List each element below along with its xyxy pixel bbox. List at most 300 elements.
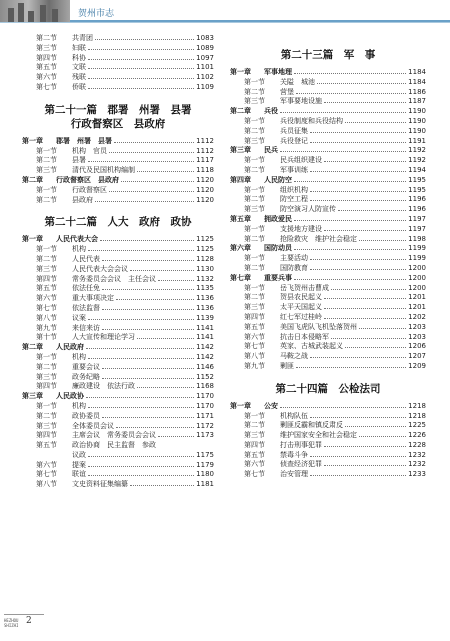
dot-leader — [116, 427, 194, 428]
toc-section-entry — [230, 342, 426, 352]
dot-leader — [88, 466, 194, 467]
part-24-title: 第二十四篇 公检法司 — [275, 382, 381, 395]
dot-leader — [310, 142, 406, 143]
entry-title: 常务委员会会议 主任会议 — [72, 274, 156, 283]
toc-section-entry — [230, 284, 426, 294]
entry-page-number: 1201 — [408, 303, 426, 312]
entry-title: 机构 — [72, 352, 86, 361]
dot-leader — [86, 348, 194, 349]
toc-section-entry — [22, 402, 214, 412]
toc-section-entry — [230, 264, 426, 274]
toc-section-entry — [230, 362, 426, 372]
entry-page-number: 1206 — [408, 342, 426, 351]
dot-leader — [324, 318, 406, 319]
dot-leader — [88, 78, 194, 79]
entry-label: 第一节 — [244, 411, 265, 420]
dot-leader — [338, 210, 406, 211]
entry-page-number: 1195 — [408, 185, 426, 194]
dot-leader — [310, 475, 406, 476]
entry-label: 第十节 — [36, 333, 57, 342]
entry-title: 民兵 — [264, 146, 278, 155]
part-21-title: 第二十一篇 郡署 州署 县署 行政督察区 县政府 — [44, 103, 192, 130]
entry-label: 第四节 — [244, 312, 265, 321]
entry-label: 第二节 — [244, 165, 265, 174]
entry-page-number: 1146 — [196, 362, 214, 371]
dot-leader — [310, 417, 406, 418]
entry-label: 第二节 — [36, 411, 57, 420]
entry-page-number: 1152 — [196, 372, 214, 381]
entry-label: 第七节 — [36, 470, 57, 479]
entry-label: 第一节 — [244, 116, 265, 125]
entry-page-number: 1120 — [196, 175, 214, 184]
entry-label: 第一节 — [36, 146, 57, 155]
entry-label: 第三节 — [244, 97, 265, 106]
entry-page-number: 1130 — [196, 264, 214, 273]
entry-label: 第七节 — [244, 470, 265, 479]
entry-title: 英家、古城武装起义 — [280, 342, 343, 351]
entry-title: 主席会议 常务委员会会议 — [72, 431, 156, 440]
entry-title: 兵员征集 — [280, 126, 308, 135]
entry-page-number: 1233 — [408, 470, 426, 479]
entry-page-number: 1097 — [196, 53, 214, 62]
toc-section-entry — [22, 196, 214, 206]
dot-leader — [324, 230, 406, 231]
entry-label: 第一节 — [244, 77, 265, 86]
toc-section-entry — [230, 293, 426, 303]
entry-label: 第一节 — [36, 245, 57, 254]
entry-title: 国防教育 — [280, 263, 308, 272]
entry-title: 机构 — [72, 401, 86, 410]
toc-section-entry — [22, 314, 214, 324]
entry-page-number: 1112 — [196, 136, 214, 145]
footer-rule — [4, 614, 44, 615]
dot-leader — [324, 308, 406, 309]
entry-title: 抢险救灾 维护社会稳定 — [280, 234, 357, 243]
dot-leader — [317, 83, 406, 84]
dot-leader — [310, 132, 406, 133]
entry-label: 第三节 — [36, 372, 57, 381]
entry-page-number: 1180 — [196, 470, 214, 479]
entry-page-number: 1192 — [408, 146, 426, 155]
entry-title: 人民代表 — [72, 254, 100, 263]
entry-label: 第四节 — [36, 274, 57, 283]
entry-title: 残联 — [72, 73, 86, 82]
entry-label: 第三节 — [36, 166, 57, 175]
entry-page-number: 1128 — [196, 254, 214, 263]
entry-label: 第四节 — [36, 382, 57, 391]
entry-title: 侦查经济犯罪 — [280, 460, 322, 469]
entry-label: 第一节 — [36, 352, 57, 361]
dot-leader — [88, 475, 194, 476]
dot-leader — [102, 417, 194, 418]
entry-title: 抗击日本侵略军 — [280, 332, 329, 341]
entry-label: 第五节 — [36, 284, 57, 293]
entry-title: 治安管理 — [280, 470, 308, 479]
entry-page-number: 1102 — [196, 73, 214, 82]
toc-section-entry — [230, 254, 426, 264]
dot-leader — [324, 298, 406, 299]
entry-page-number: 1228 — [408, 440, 426, 449]
part-23-title: 第二十三篇 军 事 — [280, 49, 376, 61]
dot-leader — [88, 49, 194, 50]
dot-leader — [130, 270, 194, 271]
toc-section-entry — [230, 195, 426, 205]
dot-leader — [88, 59, 194, 60]
entry-label: 第二章 — [22, 175, 43, 184]
entry-label: 第一章 — [22, 136, 43, 145]
entry-page-number: 1125 — [196, 245, 214, 254]
footer-code: HEZHOU SHIZHI — [4, 618, 19, 628]
entry-page-number: 1203 — [408, 332, 426, 341]
entry-page-number: 1179 — [196, 460, 214, 469]
toc-chapter-entry — [22, 392, 214, 402]
toc-section-entry — [230, 412, 426, 422]
dot-leader — [324, 465, 406, 466]
dot-leader — [296, 367, 406, 368]
entry-label: 第五节 — [244, 450, 265, 459]
entry-title: 防空工程 — [280, 195, 308, 204]
entry-title: 人民政协 — [56, 392, 84, 401]
dot-leader — [88, 161, 194, 162]
entry-label: 第四章 — [230, 175, 251, 184]
entry-title: 禁毒斗争 — [280, 450, 308, 459]
toc-section-entry — [22, 333, 214, 343]
entry-label: 第二节 — [36, 195, 57, 204]
entry-page-number: 1181 — [196, 480, 214, 489]
entry-label: 第一节 — [244, 185, 265, 194]
entry-title: 防空演习人防宣传 — [280, 205, 336, 214]
entry-page-number: 1170 — [196, 401, 214, 410]
toc-section-entry — [22, 54, 214, 64]
dot-leader — [88, 319, 194, 320]
toc-section-entry — [22, 304, 214, 314]
dot-leader — [109, 191, 194, 192]
dot-leader — [86, 397, 194, 398]
entry-title: 来信来访 — [72, 323, 100, 332]
dot-leader — [294, 73, 406, 74]
entry-title: 打击刑事犯罪 — [280, 440, 322, 449]
entry-title: 依法监督 — [72, 303, 100, 312]
toc-chapter-entry — [230, 274, 426, 284]
dot-leader — [310, 269, 406, 270]
entry-page-number: 1218 — [408, 411, 426, 420]
entry-title: 重要会议 — [72, 362, 100, 371]
entry-title: 军事地理 — [264, 68, 292, 76]
toc-section-entry — [22, 34, 214, 44]
part-23-entries — [230, 68, 426, 372]
entry-page-number: 1201 — [408, 293, 426, 302]
entry-label: 第六节 — [36, 73, 57, 82]
entry-page-number: 1101 — [196, 63, 214, 72]
toc-section-entry — [230, 88, 426, 98]
dot-leader — [310, 357, 406, 358]
toc-chapter-entry — [22, 176, 214, 186]
entry-title: 郡署 州署 县署 — [56, 136, 112, 145]
toc-chapter-entry — [230, 107, 426, 117]
toc-section-entry — [22, 265, 214, 275]
toc-section-entry — [22, 470, 214, 480]
entry-page-number: 1225 — [408, 421, 426, 430]
part-22-title: 第二十二篇 人大 政府 政协 — [44, 216, 192, 229]
entry-title: 贺县农民起义 — [280, 293, 322, 302]
dot-leader — [102, 329, 194, 330]
entry-label: 第七章 — [230, 273, 251, 282]
toc-section-entry — [230, 117, 426, 127]
entry-page-number: 1199 — [408, 254, 426, 263]
entry-title: 议政 — [72, 450, 86, 459]
dot-leader — [324, 446, 406, 447]
dot-leader — [116, 299, 194, 300]
dot-leader — [331, 338, 406, 339]
dot-leader — [88, 456, 194, 457]
entry-title: 剿匪 — [280, 361, 294, 370]
entry-label: 第二节 — [36, 156, 57, 165]
entry-title: 国防动员 — [264, 244, 292, 253]
entry-title: 人民政府 — [56, 343, 84, 352]
entry-label: 第一节 — [244, 224, 265, 233]
header-title: 贺州市志 — [78, 9, 115, 19]
dot-leader — [102, 378, 194, 379]
entry-title: 行政督察区 县政府 — [56, 175, 119, 184]
entry-label: 第二节 — [244, 234, 265, 243]
part-24-entries — [230, 402, 426, 480]
toc-section-entry — [230, 97, 426, 107]
entry-label: 第五节 — [36, 441, 57, 450]
entry-page-number: 1203 — [408, 322, 426, 331]
entry-label: 第一节 — [36, 185, 57, 194]
toc-chapter-entry — [22, 235, 214, 245]
toc-section-entry — [22, 422, 214, 432]
entry-page-number: 1168 — [196, 382, 214, 391]
entry-title: 议案 — [72, 313, 86, 322]
toc-section-entry — [22, 451, 214, 461]
entry-label: 第二节 — [244, 87, 265, 96]
dot-leader — [294, 249, 406, 250]
entry-title: 人大宣传和理论学习 — [72, 333, 135, 342]
entry-page-number: 1141 — [196, 333, 214, 342]
entry-page-number: 1141 — [196, 323, 214, 332]
entry-label: 第一章 — [230, 401, 251, 410]
entry-label: 第三节 — [244, 303, 265, 312]
entry-title: 美国飞虎队飞机坠落贺州 — [280, 322, 357, 331]
toc-section-entry — [22, 382, 214, 392]
entry-title: 重大事项决定 — [72, 294, 114, 303]
entry-label: 第七节 — [244, 342, 265, 351]
entry-label: 第二章 — [22, 343, 43, 352]
toc-section-entry — [230, 225, 426, 235]
dot-leader — [88, 68, 194, 69]
toc-section-entry — [22, 353, 214, 363]
toc-section-entry — [230, 127, 426, 137]
entry-page-number: 1198 — [408, 234, 426, 243]
toc-section-list-continued — [22, 34, 214, 93]
entry-title: 廉政建设 依法行政 — [72, 382, 135, 391]
entry-page-number: 1142 — [196, 352, 214, 361]
dot-leader — [88, 250, 194, 251]
toc-section-entry — [22, 63, 214, 73]
entry-page-number: 1136 — [196, 303, 214, 312]
entry-page-number: 1200 — [408, 273, 426, 282]
entry-title: 全体委员会议 — [72, 421, 114, 430]
entry-page-number: 1190 — [408, 116, 426, 125]
entry-label: 第六节 — [244, 460, 265, 469]
toc-section-entry — [230, 333, 426, 343]
entry-page-number: 1083 — [196, 34, 214, 42]
entry-label: 第八节 — [36, 313, 57, 322]
toc-chapter-entry — [230, 215, 426, 225]
entry-page-number: 1171 — [196, 411, 214, 420]
toc-section-entry — [230, 441, 426, 451]
entry-page-number: 1192 — [408, 156, 426, 165]
entry-title: 岳飞贺州击曹成 — [280, 283, 329, 292]
entry-page-number: 1218 — [408, 401, 426, 410]
entry-title: 拥政爱民 — [264, 214, 292, 223]
entry-label: 第一节 — [244, 254, 265, 263]
toc-section-entry — [22, 363, 214, 373]
entry-title: 军事训练 — [280, 165, 308, 174]
entry-label: 第二节 — [36, 362, 57, 371]
entry-page-number: 1191 — [408, 136, 426, 145]
entry-title: 营堡 — [280, 87, 294, 96]
dot-leader — [359, 436, 406, 437]
entry-page-number: 1197 — [408, 224, 426, 233]
entry-label: 第七节 — [36, 82, 57, 91]
toc-chapter-entry — [22, 137, 214, 147]
header-city-photo — [0, 0, 70, 22]
entry-label: 第八节 — [36, 480, 57, 489]
entry-label: 第四节 — [36, 53, 57, 62]
entry-label: 第一节 — [244, 156, 265, 165]
dot-leader — [102, 309, 194, 310]
dot-leader — [95, 201, 194, 202]
entry-title: 清代及民国机构编制 — [72, 166, 135, 175]
entry-page-number: 1187 — [408, 97, 426, 106]
entry-label: 第九节 — [244, 361, 265, 370]
entry-label: 第二节 — [244, 263, 265, 272]
entry-page-number: 1117 — [196, 156, 214, 165]
toc-section-entry — [22, 284, 214, 294]
dot-leader — [294, 181, 406, 182]
dot-leader — [310, 191, 406, 192]
toc-section-entry — [230, 205, 426, 215]
dot-leader — [310, 456, 406, 457]
entry-page-number: 1120 — [196, 185, 214, 194]
entry-title: 侨联 — [72, 82, 86, 91]
entry-title: 县政府 — [72, 195, 93, 204]
entry-title: 联谊 — [72, 470, 86, 479]
dot-leader — [359, 328, 406, 329]
dot-leader — [294, 279, 406, 280]
entry-title: 妇联 — [72, 43, 86, 52]
toc-section-entry — [22, 412, 214, 422]
toc-section-entry — [22, 431, 214, 441]
entry-label: 第二节 — [244, 126, 265, 135]
dot-leader — [310, 259, 406, 260]
entry-title: 马鞍之战 — [280, 352, 308, 361]
dot-leader — [345, 347, 406, 348]
toc-section-entry — [22, 480, 214, 490]
dot-leader — [102, 289, 194, 290]
toc-right-column — [230, 34, 426, 480]
entry-label: 第一章 — [230, 68, 251, 76]
dot-leader — [280, 112, 406, 113]
toc-chapter-entry — [230, 176, 426, 186]
toc-chapter-entry — [230, 68, 426, 78]
entry-title: 科协 — [72, 53, 86, 62]
toc-section-entry — [22, 186, 214, 196]
dot-leader — [158, 280, 194, 281]
dot-leader — [121, 181, 194, 182]
toc-section-entry — [230, 78, 426, 88]
dot-leader — [310, 200, 406, 201]
entry-label: 第二节 — [244, 195, 265, 204]
entry-label: 第六节 — [36, 294, 57, 303]
entry-page-number: 1190 — [408, 126, 426, 135]
entry-title: 政治协商 民主监督 参政 — [72, 441, 156, 450]
page-number: 2 — [26, 616, 32, 626]
toc-chapter-entry — [22, 343, 214, 353]
dot-leader — [137, 338, 194, 339]
entry-label: 第四节 — [36, 431, 57, 440]
entry-page-number: 1142 — [196, 343, 214, 352]
entry-title: 主要活动 — [280, 254, 308, 263]
entry-label: 第七节 — [36, 303, 57, 312]
toc-section-entry — [22, 294, 214, 304]
dot-leader — [95, 39, 194, 40]
entry-page-number: 1232 — [408, 460, 426, 469]
dot-leader — [359, 240, 406, 241]
entry-page-number: 1125 — [196, 235, 214, 244]
entry-title: 组织机构 — [280, 185, 308, 194]
entry-label: 第四节 — [244, 440, 265, 449]
toc-section-entry — [230, 460, 426, 470]
entry-page-number: 1209 — [408, 361, 426, 370]
entry-title: 文史资料征集编纂 — [72, 480, 128, 489]
entry-label: 第二节 — [36, 254, 57, 263]
entry-title: 机构队伍 — [280, 411, 308, 420]
entry-title: 公安 — [264, 401, 278, 410]
entry-label: 第八节 — [244, 352, 265, 361]
dot-leader — [137, 171, 194, 172]
entry-title: 行政督察区 — [72, 185, 107, 194]
entry-title: 军事要地设施 — [280, 97, 322, 106]
entry-label: 第三节 — [36, 264, 57, 273]
dot-leader — [88, 358, 194, 359]
entry-page-number: 1135 — [196, 284, 214, 293]
dot-leader — [88, 88, 194, 89]
entry-label: 第三节 — [244, 205, 265, 214]
entry-title: 人民防空 — [264, 175, 292, 184]
toc-section-entry — [230, 235, 426, 245]
entry-title: 红七军过桂岭 — [280, 312, 322, 321]
dot-leader — [102, 260, 194, 261]
dot-leader — [158, 436, 194, 437]
toc-section-entry — [230, 323, 426, 333]
entry-label: 第一节 — [36, 401, 57, 410]
toc-section-entry — [22, 275, 214, 285]
entry-label: 第六节 — [244, 332, 265, 341]
entry-title: 机构 — [72, 245, 86, 254]
entry-page-number: 1175 — [196, 450, 214, 459]
toc-chapter-entry — [230, 402, 426, 412]
entry-title: 民兵组织建设 — [280, 156, 322, 165]
entry-page-number: 1109 — [196, 82, 214, 91]
dot-leader — [310, 171, 406, 172]
dot-leader — [331, 289, 406, 290]
entry-page-number: 1199 — [408, 244, 426, 253]
toc-left-column — [22, 34, 214, 490]
dot-leader — [109, 152, 194, 153]
